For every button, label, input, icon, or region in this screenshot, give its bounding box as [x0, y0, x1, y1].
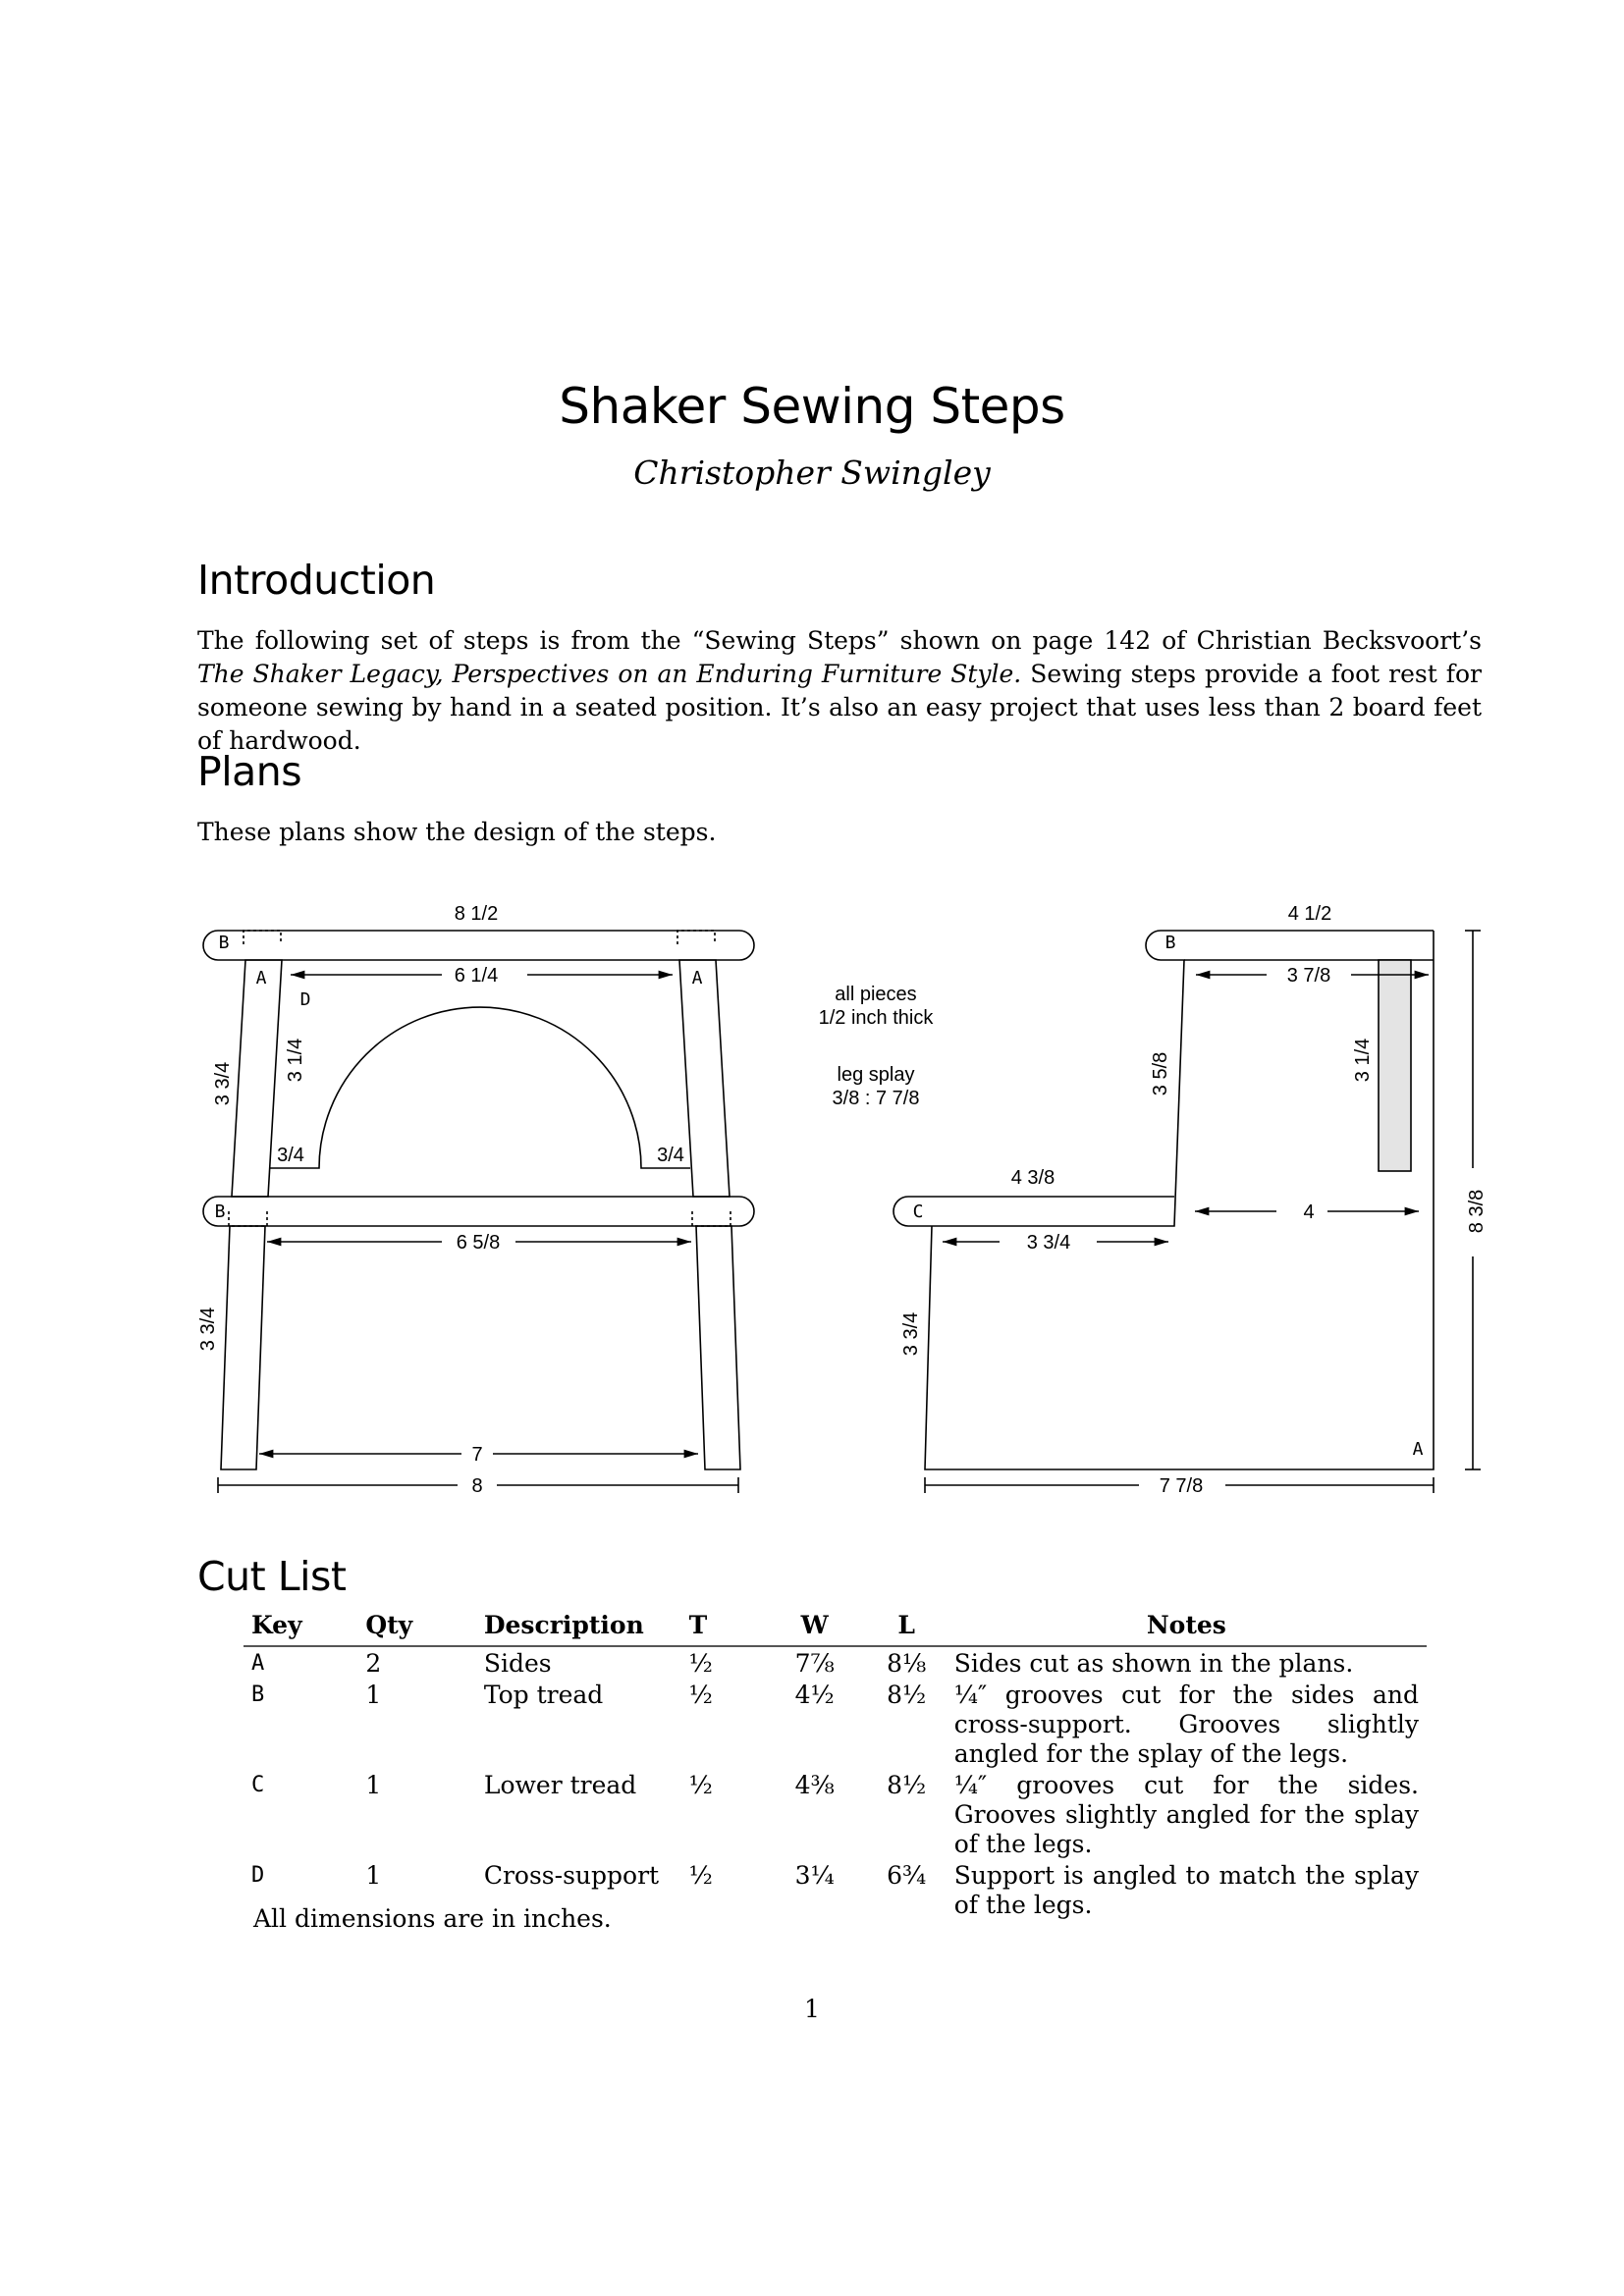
row-w: 7⅞ [794, 1649, 835, 1678]
row-key: B [251, 1682, 265, 1707]
front-dim-inner-top: 6 1/4 [454, 965, 499, 987]
row-description: Cross-support [483, 1861, 660, 1890]
table-row [244, 1769, 1427, 1859]
front-right-leg-lower [696, 1226, 740, 1469]
front-label-cross-support: D [299, 989, 311, 1010]
front-left-leg-upper [232, 960, 282, 1197]
plans-heading: Plans [197, 748, 302, 795]
front-dim-outer-bottom: 8 [471, 1475, 483, 1497]
front-label-top-tread: B [218, 933, 230, 953]
side-dim-step-offset: 4 [1303, 1201, 1315, 1223]
front-groove-top-left [244, 931, 281, 944]
col-w: W [763, 1607, 867, 1646]
front-dim-arch-right-foot: 3/4 [657, 1145, 684, 1166]
cut-list-table [244, 1607, 1427, 1920]
row-t: ½ [688, 1771, 713, 1799]
row-description: Top tread [483, 1681, 604, 1709]
front-label-left-side: A [255, 968, 267, 988]
row-l: 6¾ [887, 1861, 927, 1890]
row-w: 4⅜ [794, 1771, 835, 1799]
row-l: 8½ [887, 1771, 927, 1799]
row-description: Sides [483, 1649, 552, 1678]
document-title: Shaker Sewing Steps [559, 378, 1065, 435]
row-key: C [251, 1773, 265, 1797]
front-groove-lower-left [229, 1211, 267, 1226]
row-key: A [251, 1651, 265, 1676]
note-all-pieces: all pieces [835, 984, 917, 1005]
side-cross-support [1379, 960, 1411, 1171]
front-right-leg-upper [679, 960, 730, 1197]
row-qty: 2 [365, 1649, 382, 1678]
front-left-leg-lower [221, 1226, 265, 1469]
col-l: L [867, 1607, 947, 1646]
front-lower-tread [203, 1197, 754, 1226]
row-qty: 1 [365, 1771, 382, 1799]
book-title: The Shaker Legacy, Perspectives on an Enduring Furniture Style. [197, 660, 1022, 688]
author-name: Christopher Swingley [633, 454, 991, 492]
side-label-lower-tread: C [912, 1201, 924, 1222]
front-dim-arch-left-foot: 3/4 [277, 1145, 304, 1166]
row-t: ½ [688, 1649, 713, 1678]
front-dim-upper-height: 3 3/4 [212, 1061, 234, 1106]
front-top-tread [203, 931, 754, 960]
side-label-top-tread: B [1164, 933, 1176, 953]
col-qty: Qty [357, 1607, 476, 1646]
side-dim-lower-inner: 3 3/4 [1026, 1232, 1071, 1254]
side-dim-lower-height: 3 3/4 [900, 1311, 922, 1357]
row-description: Lower tread [483, 1771, 637, 1799]
front-groove-lower-right [692, 1211, 731, 1226]
side-dim-top-inner: 3 7/8 [1286, 965, 1331, 987]
row-l: 8½ [887, 1681, 927, 1709]
side-dim-riser-height: 3 5/8 [1150, 1051, 1171, 1096]
front-dim-inner-lower: 6 5/8 [456, 1232, 501, 1254]
cross-support-arch [270, 1007, 690, 1168]
front-dim-inner-bottom: 7 [471, 1444, 483, 1466]
row-notes: ¼″ grooves cut for the sides and cross-support. Grooves slightly angled for the splay of the legs. [953, 1681, 1419, 1768]
side-dim-lower-depth: 4 3/8 [1010, 1167, 1056, 1189]
note-leg-splay: leg splay [837, 1064, 915, 1086]
plans-description: These plans show the design of the steps. [197, 818, 717, 846]
row-t: ½ [688, 1861, 713, 1890]
row-t: ½ [688, 1681, 713, 1709]
col-notes: Notes [947, 1607, 1427, 1646]
row-qty: 1 [365, 1681, 382, 1709]
table-row [244, 1646, 1427, 1679]
introduction-heading: Introduction [197, 557, 436, 604]
cut-list-header-row [244, 1607, 1427, 1646]
row-qty: 1 [365, 1861, 382, 1890]
page-number: 1 [804, 1995, 820, 2023]
cut-list-heading: Cut List [197, 1553, 347, 1600]
note-splay-ratio: 3/8 : 7 7/8 [832, 1088, 920, 1109]
intro-text-part1: The following set of steps is from the “Sewing Steps” shown on page 142 of Christian Becksvoort’s [197, 626, 1482, 655]
side-dim-total-height: 8 3/8 [1466, 1189, 1488, 1234]
row-notes: ¼″ grooves cut for the sides. Grooves slightly angled for the splay of the legs. [953, 1771, 1419, 1858]
note-thickness: 1/2 inch thick [818, 1007, 934, 1029]
row-key: D [251, 1863, 265, 1888]
front-label-right-side: A [691, 968, 703, 988]
dimensions-footnote: All dimensions are in inches. [253, 1904, 612, 1933]
row-l: 8⅛ [887, 1649, 927, 1678]
intro-text-part2: Sewing steps provide a foot rest for someone sewing by hand in a seated position. It’s also an easy project that uses less than 2 board feet of hardwood. [197, 660, 1482, 755]
row-w: 3¼ [794, 1861, 835, 1890]
row-notes: Support is angled to match the splay of the legs. [953, 1861, 1419, 1919]
side-dim-top-depth: 4 1/2 [1287, 903, 1332, 925]
front-dim-arch-height: 3 1/4 [285, 1038, 306, 1083]
col-description: Description [476, 1607, 681, 1646]
front-groove-top-right [677, 931, 715, 944]
front-dim-top-width: 8 1/2 [454, 903, 499, 925]
col-key: Key [244, 1607, 357, 1646]
front-label-lower-tread: B [214, 1201, 226, 1222]
side-dim-base-depth: 7 7/8 [1159, 1475, 1204, 1497]
side-label-side: A [1412, 1439, 1424, 1460]
front-dim-lower-height: 3 3/4 [197, 1307, 219, 1352]
table-row [244, 1679, 1427, 1769]
side-dim-support-height: 3 1/4 [1352, 1038, 1374, 1083]
row-w: 4½ [794, 1681, 835, 1709]
row-notes: Sides cut as shown in the plans. [953, 1649, 1354, 1678]
col-t: T [681, 1607, 763, 1646]
